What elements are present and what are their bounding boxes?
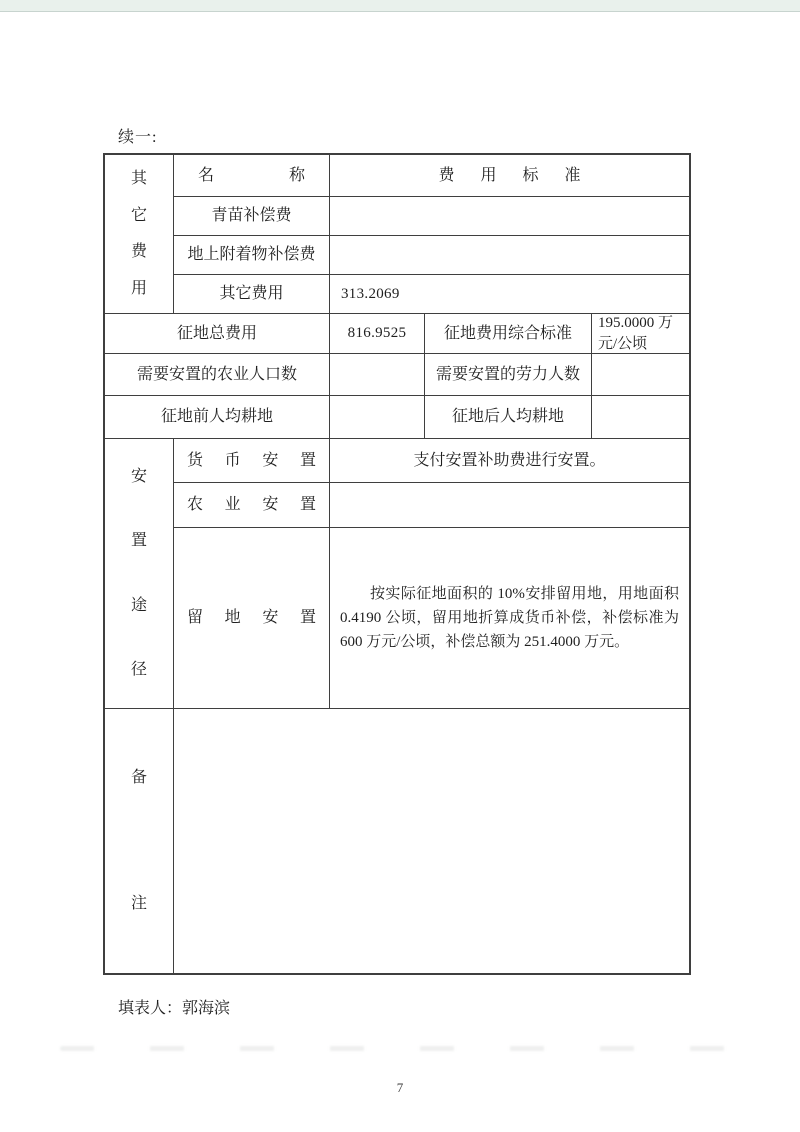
labor-population-label: 需要安置的劳力人数 — [425, 354, 592, 396]
labor-population-value — [592, 354, 689, 396]
per-capita-after-value — [592, 396, 689, 439]
scan-edge-strip — [0, 0, 800, 12]
agri-population-value — [330, 354, 425, 396]
monetary-resettlement-value: 支付安置补助费进行安置。 — [330, 439, 689, 483]
per-capita-after-label: 征地后人均耕地 — [425, 396, 592, 439]
remarks-content — [174, 709, 689, 973]
per-capita-before-value — [330, 396, 425, 439]
total-fee-label: 征地总费用 — [105, 314, 330, 354]
other-fee-label: 其它费用 — [174, 275, 330, 314]
monetary-resettlement-label: 货 币 安 置 — [174, 439, 330, 483]
remarks-side-label: 备 注 — [105, 709, 174, 973]
comprehensive-standard-label: 征地费用综合标准 — [425, 314, 592, 354]
attachments-fee-label: 地上附着物补偿费 — [174, 236, 330, 275]
continuation-label: 续一: — [118, 129, 158, 146]
land-retention-value — [330, 528, 689, 709]
agricultural-resettlement-label: 农 业 安 置 — [174, 483, 330, 528]
land-retention-paragraph: 按实际征地面积的 10%安排留用地，用地面积 0.4190 公顷，留用地折算成货币补偿，补偿标准为 600 万元/公顷，补偿总额为 251.4000 万元。 — [340, 586, 679, 650]
header-standard-cell: 费 用 标 准 — [330, 155, 689, 197]
per-capita-before-label: 征地前人均耕地 — [105, 396, 330, 439]
young-crop-fee-label: 青苗补偿费 — [174, 197, 330, 236]
form-filler-line: 填表人：郭海滨 — [118, 1000, 231, 1017]
attachments-fee-value — [330, 236, 689, 275]
page-number: 7 — [396, 1080, 404, 1095]
scan-smudge — [60, 1046, 740, 1051]
other-fee-value: 313.2069 — [330, 275, 689, 314]
comprehensive-standard-value: 195.0000 万元/公顷 — [592, 314, 689, 354]
agricultural-resettlement-value — [330, 483, 689, 528]
total-fee-value: 816.9525 — [330, 314, 425, 354]
agri-population-label: 需要安置的农业人口数 — [105, 354, 330, 396]
land-fee-table — [103, 153, 691, 975]
young-crop-fee-value — [330, 197, 689, 236]
land-retention-label: 留 地 安 置 — [174, 528, 330, 709]
resettlement-side-label: 安 置 途 径 — [105, 439, 174, 709]
other-fees-side-label: 其 它 费 用 — [105, 155, 174, 314]
header-name-cell: 名 称 — [174, 155, 330, 197]
